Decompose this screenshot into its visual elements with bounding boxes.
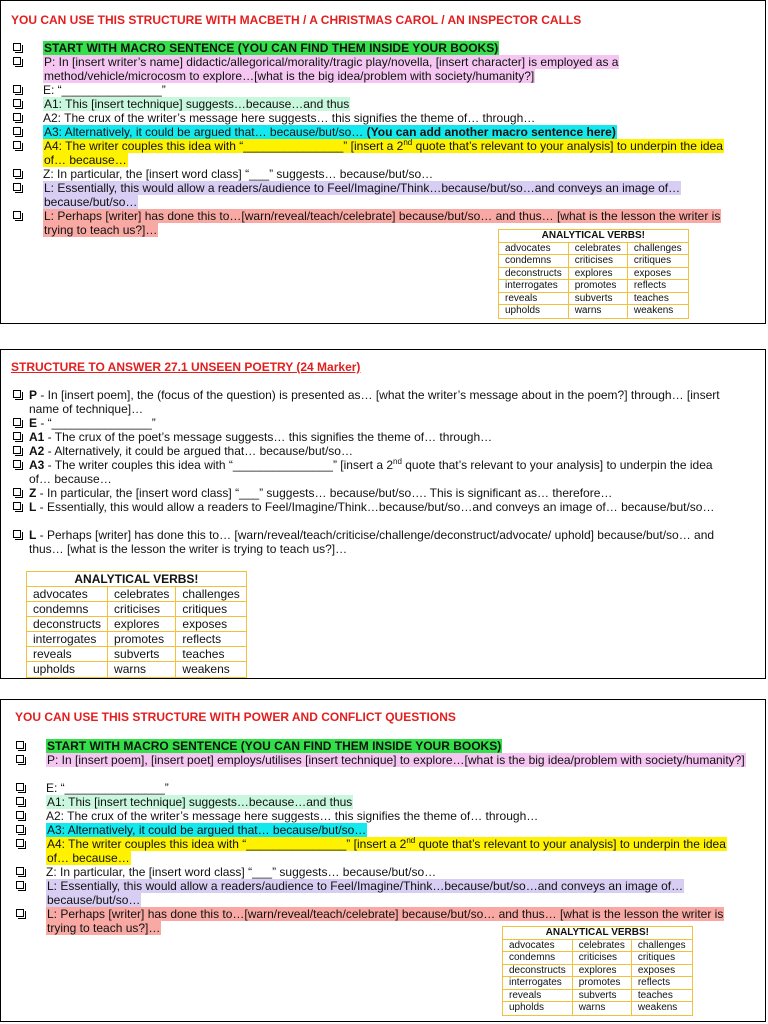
point-text: P: In [insert writer’s name] didactic/allegorical/morality/tragic play/novella, [insert character] is employed as a method/vehicle/microcosm to explore…[what is the big idea/problem with society/humanity?] <box>44 55 619 83</box>
analysis-4-text: A4: The writer couples this idea with “_______________” [insert a 2 <box>44 139 404 153</box>
item-label: P <box>29 388 38 402</box>
verb-cell: promotes <box>572 977 631 990</box>
ordinal-suffix: nd <box>403 138 413 147</box>
verb-cell: challenges <box>631 939 692 952</box>
verb-cell: exposes <box>627 267 688 280</box>
checkbox-icon[interactable] <box>13 211 21 219</box>
checkbox-icon[interactable] <box>16 881 24 889</box>
verb-cell: advocates <box>503 939 573 952</box>
analytical-verbs-table <box>502 926 693 1016</box>
checkbox-icon[interactable] <box>16 797 24 805</box>
structure-checklist <box>16 739 746 935</box>
analysis-3-text-end: quote that’s relevant to your analysis] to underpin the idea of… because… <box>29 458 713 486</box>
verb-cell: celebrates <box>572 939 631 952</box>
verb-cell: challenges <box>176 587 246 602</box>
verb-cell: subverts <box>108 647 176 662</box>
verb-cell: advocates <box>499 242 569 255</box>
verb-cell: reflects <box>176 632 246 647</box>
list-item-a1 <box>16 795 746 809</box>
link-1-text: L: Essentially, this would allow a readers/audience to Feel/Imagine/Think…because/but/so…and conveys an image of…because/but/so… <box>44 181 681 209</box>
verb-cell: celebrates <box>108 587 176 602</box>
verb-cell: reveals <box>503 989 573 1002</box>
list-item-e <box>13 416 733 430</box>
verb-cell: teaches <box>176 647 246 662</box>
checkbox-icon[interactable] <box>16 755 24 763</box>
verb-cell: promotes <box>108 632 176 647</box>
verb-cell: deconstructs <box>503 964 573 977</box>
analysis-4-text: A4: The writer couples this idea with “_______________” [insert a 2 <box>47 837 407 851</box>
section-title: STRUCTURE TO ANSWER 27.1 UNSEEN POETRY (24 Marker) <box>11 360 361 374</box>
list-item-a2 <box>13 111 748 125</box>
checkbox-icon[interactable] <box>13 390 21 398</box>
ordinal-suffix: nd <box>393 457 402 466</box>
list-item-a1 <box>13 97 748 111</box>
list-item-z <box>13 486 733 500</box>
checkbox-icon[interactable] <box>13 57 21 65</box>
evidence-text: E: “_______________” <box>46 781 169 795</box>
point-text: P: In [insert poem], [insert poet] employs/utilises [insert technique] to explore…[what is the big idea/problem with society/humanity?] <box>47 753 745 767</box>
analysis-2-text: - Alternatively, it could be argued that… because/but/so… <box>44 444 353 458</box>
macro-sentence-text: START WITH MACRO SENTENCE (YOU CAN FIND THEM INSIDE YOUR BOOKS) <box>47 739 502 753</box>
verb-cell: upholds <box>27 662 108 678</box>
list-item-start <box>13 41 748 55</box>
checkbox-icon[interactable] <box>13 432 21 440</box>
item-label: L <box>29 500 37 514</box>
analytical-verbs-table <box>26 571 247 678</box>
item-label: Z <box>29 486 37 500</box>
item-label: L <box>29 528 37 542</box>
list-item-a3 <box>13 458 733 486</box>
checkbox-icon[interactable] <box>16 867 24 875</box>
checkbox-icon[interactable] <box>13 141 21 149</box>
list-item-z <box>16 865 746 879</box>
list-item-a3 <box>13 125 748 139</box>
verb-cell: subverts <box>568 292 627 305</box>
structure-checklist <box>13 41 748 237</box>
item-label: A2 <box>29 444 45 458</box>
verb-cell: criticises <box>108 602 176 617</box>
link-1-text: L: Essentially, this would allow a readers/audience to Feel/Imagine/Think…because/but/so…and conveys an image of…because/but/so… <box>47 879 684 907</box>
item-label: A1 <box>29 430 45 444</box>
list-item-a4 <box>16 837 746 865</box>
verb-cell: teaches <box>627 292 688 305</box>
verbs-heading: ANALYTICAL VERBS! <box>499 230 689 243</box>
verb-cell: deconstructs <box>27 617 108 632</box>
section-title: YOU CAN USE THIS STRUCTURE WITH POWER AND CONFLICT QUESTIONS <box>15 710 456 724</box>
verb-cell: promotes <box>568 280 627 293</box>
verb-cell: upholds <box>499 305 569 319</box>
zoom-text: - In particular, the [insert word class] “___” suggests… because/but/so…. This is significant as… therefore… <box>36 486 613 500</box>
verb-cell: weakens <box>176 662 246 678</box>
link-2-text: L: Perhaps [writer] has done this to…[warn/reveal/teach/celebrate] because/but/so… and thus… [what is the lesson the writer is trying to teach us?]… <box>44 209 721 237</box>
verb-cell: upholds <box>503 1002 573 1016</box>
list-item-e <box>16 781 746 795</box>
list-item-a4 <box>13 139 748 167</box>
list-item-p <box>13 388 733 416</box>
ordinal-suffix: nd <box>406 836 416 845</box>
section-macbeth-card <box>0 0 766 324</box>
verb-cell: warns <box>568 305 627 319</box>
link-2-text: - Perhaps [writer] has done this to… [warn/reveal/teach/criticise/challenge/deconstruct/advocate/ uphold] because/but/so… and thus… [what is the lesson the writer is trying to teach us?]… <box>29 528 715 556</box>
verb-cell: challenges <box>627 242 688 255</box>
list-item-a1 <box>13 430 733 444</box>
analysis-2-text: A2: The crux of the writer’s message here suggests… this signifies the theme of… through… <box>43 111 536 125</box>
evidence-text: E: “_______________” <box>43 83 166 97</box>
checkbox-icon[interactable] <box>13 169 21 177</box>
checkbox-icon[interactable] <box>13 530 21 538</box>
verb-cell: condemns <box>499 255 569 268</box>
checkbox-icon[interactable] <box>13 418 21 426</box>
verb-cell: reflects <box>631 977 692 990</box>
analysis-3-text: A3: Alternatively, it could be argued that… because/but/so… <box>44 125 364 139</box>
analysis-4-text-end: quote that’s relevant to your analysis] to underpin the idea of… because… <box>47 837 726 865</box>
point-text: - In [insert poem], the (focus of the question) is presented as… [what the writer’s message about in the poem?] through… [insert name of technique]… <box>29 388 720 416</box>
analysis-1-text: A1: This [insert technique] suggests…because…and thus <box>47 795 353 809</box>
list-item-e <box>13 83 748 97</box>
verb-cell: subverts <box>572 989 631 1002</box>
checkbox-icon[interactable] <box>16 741 24 749</box>
link-1-text: - Essentially, this would allow a readers to Feel/Imagine/Think…because/but/so…and conveys an image of… because/but/so… <box>36 500 715 514</box>
list-item-p <box>13 55 748 83</box>
verb-cell: reflects <box>627 280 688 293</box>
verb-cell: weakens <box>627 305 688 319</box>
checkbox-icon[interactable] <box>13 85 21 93</box>
verb-cell: exposes <box>176 617 246 632</box>
verbs-heading: ANALYTICAL VERBS! <box>503 927 693 940</box>
analysis-2-text: A2: The crux of the writer’s message here suggests… this signifies the theme of… through… <box>46 809 539 823</box>
list-item-l1 <box>13 181 748 209</box>
verb-cell: teaches <box>631 989 692 1002</box>
analysis-1-text: A1: This [insert technique] suggests…because…and thus <box>44 97 350 111</box>
verb-cell: exposes <box>631 964 692 977</box>
section-title: YOU CAN USE THIS STRUCTURE WITH MACBETH / A CHRISTMAS CAROL / AN INSPECTOR CALLS <box>11 13 582 27</box>
checkbox-icon[interactable] <box>16 811 24 819</box>
structure-checklist <box>13 388 733 556</box>
checkbox-icon[interactable] <box>13 113 21 121</box>
item-label: E <box>29 416 38 430</box>
list-item-l2 <box>13 528 733 556</box>
verb-cell: advocates <box>27 587 108 602</box>
verb-cell: explores <box>108 617 176 632</box>
section-power-conflict-card <box>0 699 766 1022</box>
zoom-text: Z: In particular, the [insert word class] “___” suggests… because/but/so… <box>43 167 434 181</box>
verb-cell: criticises <box>572 952 631 965</box>
macro-sentence-text: START WITH MACRO SENTENCE (YOU CAN FIND THEM INSIDE YOUR BOOKS) <box>44 41 499 55</box>
checkbox-icon[interactable] <box>16 783 24 791</box>
verb-cell: interrogates <box>27 632 108 647</box>
analysis-3-text: A3: Alternatively, it could be argued that… because/but/so… <box>47 823 367 837</box>
checkbox-icon[interactable] <box>13 43 21 51</box>
list-item-a2 <box>13 444 733 458</box>
list-item-a2 <box>16 809 746 823</box>
verb-cell: explores <box>572 964 631 977</box>
verb-cell: critiques <box>631 952 692 965</box>
list-item-z <box>13 167 748 181</box>
evidence-text: - “_______________” <box>37 416 156 430</box>
list-item-a3 <box>16 823 746 837</box>
list-item-l1 <box>13 500 733 528</box>
zoom-text: Z: In particular, the [insert word class] “___” suggests… because/but/so… <box>46 865 437 879</box>
verb-cell: explores <box>568 267 627 280</box>
checkbox-icon[interactable] <box>13 446 21 454</box>
checkbox-icon[interactable] <box>13 183 21 191</box>
verb-cell: critiques <box>176 602 246 617</box>
verb-cell: criticises <box>568 255 627 268</box>
checkbox-icon[interactable] <box>13 488 21 496</box>
link-2-text: L: Perhaps [writer] has done this to…[warn/reveal/teach/celebrate] because/but/so… and thus… [what is the lesson the writer is trying to teach us?]… <box>47 907 724 935</box>
checkbox-icon[interactable] <box>16 825 24 833</box>
analysis-3-text: - The writer couples this idea with “_______________” [insert a 2 <box>44 458 393 472</box>
checkbox-icon[interactable] <box>16 839 24 847</box>
verb-cell: reveals <box>27 647 108 662</box>
list-item-p <box>16 753 746 781</box>
section-unseen-poetry-card <box>0 349 766 679</box>
checkbox-icon[interactable] <box>16 909 24 917</box>
analysis-1-text: - The crux of the poet’s message suggests… this signifies the theme of… through… <box>44 430 493 444</box>
verb-cell: interrogates <box>503 977 573 990</box>
verb-cell: condemns <box>27 602 108 617</box>
checkbox-icon[interactable] <box>13 460 21 468</box>
checkbox-icon[interactable] <box>13 502 21 510</box>
verb-cell: celebrates <box>568 242 627 255</box>
checkbox-icon[interactable] <box>13 127 21 135</box>
list-item-start <box>16 739 746 753</box>
checkbox-icon[interactable] <box>13 99 21 107</box>
verb-cell: condemns <box>503 952 573 965</box>
list-item-l1 <box>16 879 746 907</box>
item-label: A3 <box>29 458 45 472</box>
verbs-heading: ANALYTICAL VERBS! <box>27 572 247 587</box>
analytical-verbs-table <box>498 229 689 319</box>
verb-cell: critiques <box>627 255 688 268</box>
verb-cell: weakens <box>631 1002 692 1016</box>
verb-cell: reveals <box>499 292 569 305</box>
verb-cell: deconstructs <box>499 267 569 280</box>
analysis-3-note: (You can add another macro sentence here) <box>366 125 616 139</box>
verb-cell: interrogates <box>499 280 569 293</box>
verb-cell: warns <box>108 662 176 678</box>
analysis-4-text-end: quote that’s relevant to your analysis] to underpin the idea of… because… <box>44 139 723 167</box>
verb-cell: warns <box>572 1002 631 1016</box>
